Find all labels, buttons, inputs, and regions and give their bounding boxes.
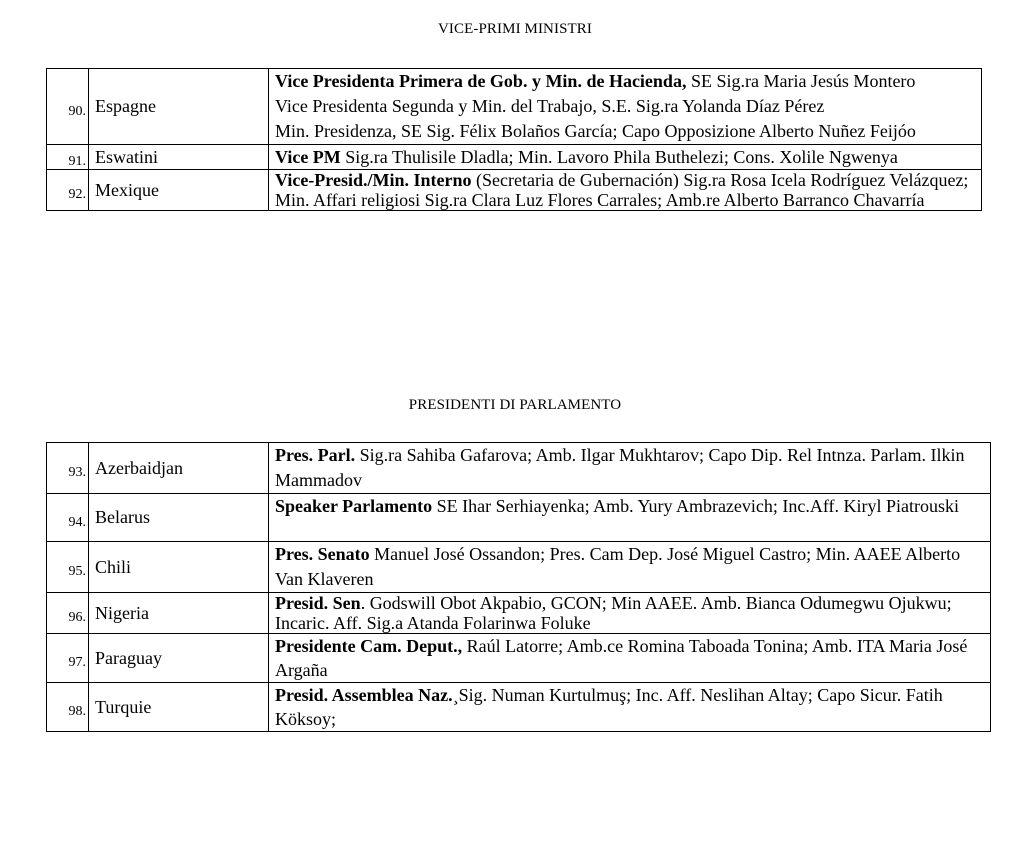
delegation-description xyxy=(269,494,991,542)
country-name: Azerbaidjan xyxy=(89,443,269,494)
country-name: Eswatini xyxy=(89,145,269,170)
description-line: Vice Presidenta Primera de Gob. y Min. de Hacienda, SE Sig.ra Maria Jesús Montero xyxy=(275,71,916,91)
description-line: Min. Presidenza, SE Sig. Félix Bolaños García; Capo Opposizione Alberto Nuñez Feijóo xyxy=(275,121,916,141)
description-line: Presid. Assemblea Naz.¸Sig. Numan Kurtulmuş; Inc. Aff. Neslihan Altay; Capo Sicur. Fatih Köksoy; xyxy=(275,685,943,729)
delegation-description xyxy=(269,542,991,593)
empty-line xyxy=(275,519,984,541)
row-number: 94. xyxy=(47,494,89,542)
delegation-description xyxy=(269,145,982,170)
table-row xyxy=(47,443,991,494)
table-row xyxy=(47,593,991,634)
table-row xyxy=(47,69,982,145)
country-name: Espagne xyxy=(89,69,269,145)
description-line: Pres. Parl. Sig.ra Sahiba Gafarova; Amb. Ilgar Mukhtarov; Capo Dip. Rel Intnza. Parlam. Ilkin Mammadov xyxy=(275,445,965,490)
description-line: Presid. Sen. Godswill Obot Akpabio, GCON; Min AAEE. Amb. Bianca Odumegwu Ojukwu; Incaric. Aff. Sig.a Atanda Folarinwa Foluke xyxy=(275,593,952,633)
row-number: 92. xyxy=(47,170,89,211)
delegation-description xyxy=(269,683,991,732)
description-line: Speaker Parlamento SE Ihar Serhiayenka; Amb. Yury Ambrazevich; Inc.Aff. Kiryl Piatrouski xyxy=(275,496,960,516)
row-number: 91. xyxy=(47,145,89,170)
description-line: Pres. Senato Manuel José Ossandon; Pres. Cam Dep. José Miguel Castro; Min. AAEE Alberto Van Klaveren xyxy=(275,544,961,589)
row-number: 96. xyxy=(47,593,89,634)
description-line: Vice Presidenta Segunda y Min. del Trabajo, S.E. Sig.ra Yolanda Díaz Pérez xyxy=(275,96,825,116)
row-number: 95. xyxy=(47,542,89,593)
country-name: Turquie xyxy=(89,683,269,732)
delegation-description xyxy=(269,170,982,211)
section-heading-vice-primi-ministri: VICE-PRIMI MINISTRI xyxy=(438,21,592,37)
country-name: Chili xyxy=(89,542,269,593)
country-name: Paraguay xyxy=(89,634,269,683)
presidenti-di-parlamento-table xyxy=(46,442,991,732)
row-number: 97. xyxy=(47,634,89,683)
table-row xyxy=(47,542,991,593)
table-row xyxy=(47,170,982,211)
vice-primi-ministri-table xyxy=(46,68,982,211)
table-row xyxy=(47,494,991,542)
table-row xyxy=(47,683,991,732)
row-number: 93. xyxy=(47,443,89,494)
table-row xyxy=(47,145,982,170)
description-line: Vice PM Sig.ra Thulisile Dladla; Min. Lavoro Phila Buthelezi; Cons. Xolile Ngwenya xyxy=(275,147,898,167)
row-number: 90. xyxy=(47,69,89,145)
section-heading-presidenti-di-parlamento: PRESIDENTI DI PARLAMENTO xyxy=(408,397,622,413)
country-name: Nigeria xyxy=(89,593,269,634)
country-name: Belarus xyxy=(89,494,269,542)
row-number: 98. xyxy=(47,683,89,732)
table-row xyxy=(47,634,991,683)
description-line: Presidente Cam. Deput., Raúl Latorre; Amb.ce Romina Taboada Tonina; Amb. ITA Maria José Argaña xyxy=(275,636,968,680)
country-name: Mexique xyxy=(89,170,269,211)
delegation-description xyxy=(269,593,991,634)
description-line: Vice-Presid./Min. Interno (Secretaria de Gubernación) Sig.ra Rosa Icela Rodríguez Velázquez; Min. Affari religiosi Sig.ra Clara Luz Flores Carrales; Amb.re Alberto Barranco Chavarría xyxy=(275,170,969,210)
delegation-description xyxy=(269,634,991,683)
delegation-description xyxy=(269,443,991,494)
delegation-description xyxy=(269,69,982,145)
